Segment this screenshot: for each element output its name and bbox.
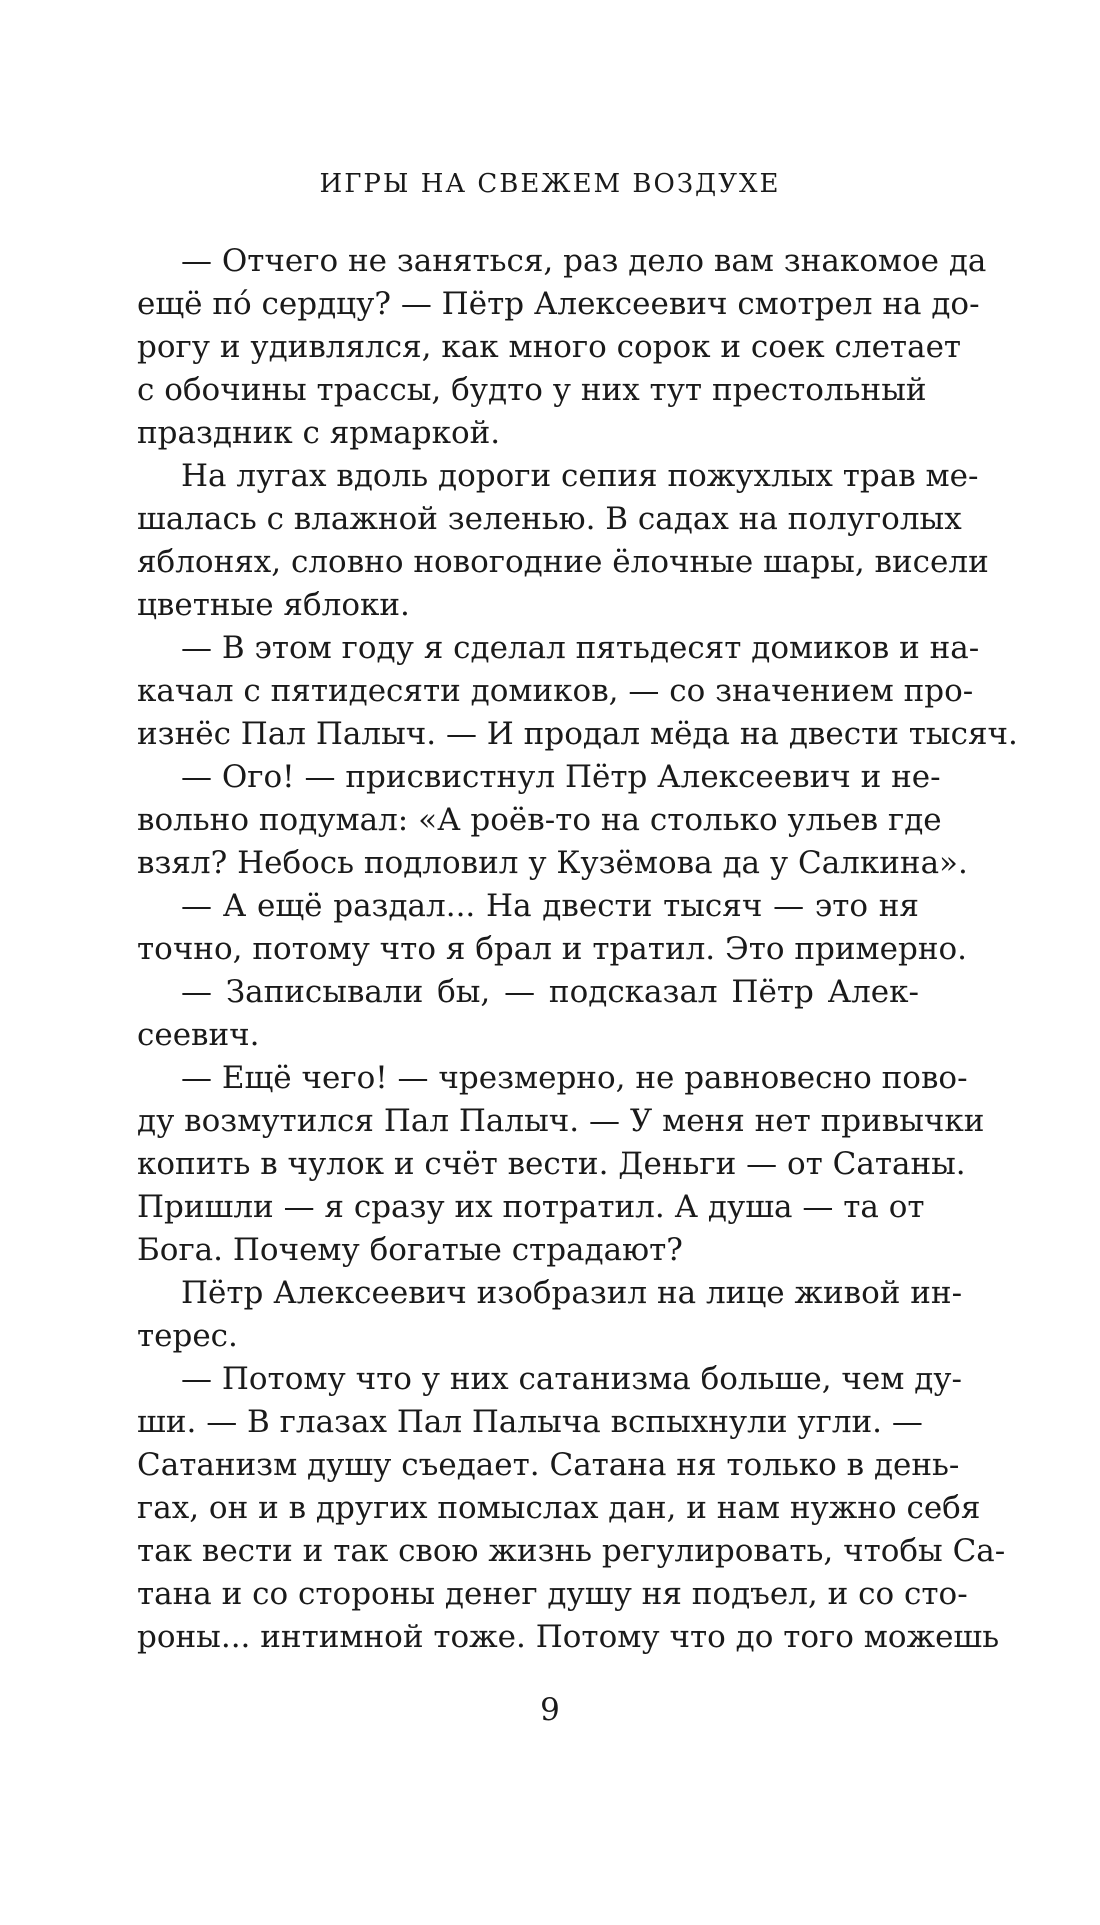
text-line: Пётр Алексеевич изобразил на лице живой ин-: [181, 1275, 963, 1311]
text-line: рогу и удивлялся, как много сорок и соек слетает: [137, 329, 962, 365]
text-line: цветные яблоки.: [137, 587, 410, 623]
text-line: сеевич.: [137, 1017, 260, 1053]
page-number: 9: [540, 1692, 560, 1728]
text-line: праздник с ярмаркой.: [137, 415, 501, 451]
text-line: яблонях, словно новогодние ёлочные шары, висели: [137, 544, 989, 580]
paragraph: [137, 1358, 1006, 1659]
text-line: На лугах вдоль дороги сепия пожухлых трав ме-: [181, 458, 979, 494]
text-line: ду возмутился Пал Палыч. — У меня нет привычки: [137, 1103, 985, 1139]
text-line: тана и со стороны денег душу ня подъел, и со сто-: [137, 1576, 968, 1612]
text-line: — Записывали бы, — подсказал Пётр Алек-: [181, 974, 919, 1010]
paragraph: [137, 240, 987, 455]
text-line: гах, он и в других помыслах дан, и нам нужно себя: [137, 1490, 981, 1526]
text-line: вольно подумал: «А роёв-то на столько ульев где: [137, 802, 942, 838]
text-line: копить в чулок и счёт вести. Деньги — от Сатаны.: [137, 1146, 966, 1182]
text-line: — А ещё раздал... На двести тысяч — это ня: [181, 888, 919, 924]
text-line: качал с пятидесяти домиков, — со значением про-: [137, 673, 974, 709]
text-line: ещё по́ сердцу? — Пётр Алексеевич смотрел на до-: [137, 286, 980, 322]
paragraph: [137, 1057, 985, 1272]
paragraph: [137, 885, 968, 971]
running-head: ИГРЫ НА СВЕЖЕМ ВОЗДУХЕ: [319, 169, 781, 199]
text-line: ши. — В глазах Пал Палыча вспыхнули угли. —: [137, 1404, 923, 1440]
text-line: роны... интимной тоже. Потому что до того можешь: [137, 1619, 1000, 1655]
text-line: Бога. Почему богатые страдают?: [137, 1232, 683, 1268]
paragraph: [137, 627, 1018, 756]
text-line: — В этом году я сделал пятьдесят домиков и на-: [181, 630, 980, 666]
text-line: — Потому что у них сатанизма больше, чем ду-: [181, 1361, 963, 1397]
text-line: — Отчего не заняться, раз дело вам знакомое да: [181, 243, 987, 279]
paragraph: [137, 756, 968, 885]
text-line: — Ещё чего! — чрезмерно, не равновесно пово-: [181, 1060, 968, 1096]
text-line: точно, потому что я брал и тратил. Это примерно.: [137, 931, 968, 967]
text-line: изнёс Пал Палыч. — И продал мёда на двести тысяч.: [137, 716, 1018, 752]
text-line: — Ого! — присвистнул Пётр Алексеевич и не-: [181, 759, 941, 795]
text-line: Пришли — я сразу их потратил. А душа — та от: [137, 1189, 925, 1225]
text-line: Сатанизм душу съедает. Сатана ня только в день-: [137, 1447, 960, 1483]
text-line: терес.: [137, 1318, 238, 1354]
paragraph: [137, 1272, 963, 1358]
text-line: так вести и так свою жизнь регулировать, чтобы Са-: [137, 1533, 1006, 1569]
text-line: взял? Небось подловил у Кузёмова да у Салкина».: [137, 845, 968, 881]
text-body: [137, 240, 1018, 1659]
text-line: с обочины трассы, будто у них тут престольный: [137, 372, 927, 408]
paragraph: [137, 455, 989, 627]
paragraph: [137, 971, 919, 1057]
text-line: шалась с влажной зеленью. В садах на полуголых: [137, 501, 962, 537]
